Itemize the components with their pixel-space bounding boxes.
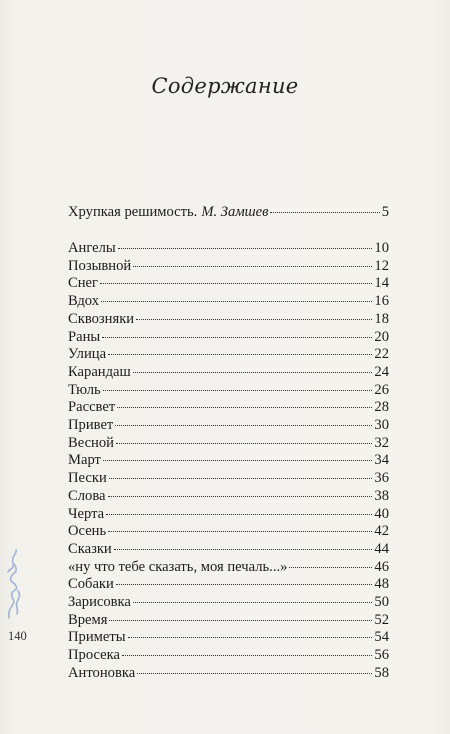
toc-entry-page: 26 <box>374 381 389 398</box>
toc-entry-title: Собаки <box>68 576 114 593</box>
toc-entry-preface <box>68 204 389 221</box>
toc-entry-title: Черта <box>68 505 105 522</box>
toc-entry <box>68 506 389 523</box>
dot-leader <box>122 655 372 656</box>
toc-entry <box>68 293 389 310</box>
toc-entry-page: 30 <box>374 417 389 433</box>
toc-entry-title: «ну что тебе сказать, моя печаль...» <box>68 558 288 575</box>
dot-leader <box>117 407 372 408</box>
toc-entry-title: Тюль <box>68 381 101 398</box>
toc-heading: Содержание <box>151 74 299 98</box>
dot-leader <box>270 212 379 213</box>
dot-leader <box>108 531 372 532</box>
toc-entry <box>68 612 389 629</box>
toc-entry <box>68 346 389 363</box>
toc-entry-title: Зарисовка <box>68 594 131 610</box>
dot-leader <box>116 584 373 585</box>
toc-entry-page: 20 <box>374 328 389 345</box>
dot-leader <box>128 637 373 638</box>
dot-leader <box>136 319 372 320</box>
toc-entry <box>68 329 389 346</box>
toc-entry-page: 40 <box>374 505 389 522</box>
toc-entry-title: Улица <box>68 346 107 363</box>
toc-entry <box>68 399 389 416</box>
dot-leader <box>114 549 373 550</box>
toc-entry-page: 52 <box>374 611 389 628</box>
toc-entry-page: 5 <box>381 204 389 220</box>
toc-entry <box>68 240 389 257</box>
toc-entry-page: 42 <box>374 523 389 540</box>
toc-entry-title: Вдох <box>68 293 100 310</box>
toc-entry-title: Ангелы <box>68 240 116 256</box>
dot-leader <box>108 496 373 497</box>
toc-entry <box>68 417 389 434</box>
toc-entry-title: Хрупкая решимость. <box>68 204 198 220</box>
toc-entry-title: Раны <box>68 328 101 345</box>
toc-entry-title: Карандаш <box>68 363 131 380</box>
dot-leader <box>109 478 373 479</box>
dot-leader <box>106 514 372 515</box>
toc-entry <box>68 629 389 646</box>
dot-leader <box>108 354 372 355</box>
dot-leader <box>137 673 372 674</box>
toc-entry-page: 12 <box>374 257 389 274</box>
toc-entry-page: 16 <box>374 293 389 310</box>
toc-entry <box>68 541 389 558</box>
toc-entry-title: Слова <box>68 487 106 504</box>
toc-entry-page: 14 <box>374 275 389 292</box>
toc-entry-page: 58 <box>374 664 389 681</box>
toc-entry-title: Весной <box>68 434 114 451</box>
toc-entry-page: 54 <box>374 629 389 646</box>
toc-entry <box>68 382 389 399</box>
toc-entry-title: Антоновка <box>68 664 136 681</box>
toc-entry-title: Просека <box>68 647 120 664</box>
toc-entry-title: Март <box>68 452 101 469</box>
toc-entry-page: 38 <box>374 487 389 504</box>
dot-leader <box>133 602 372 603</box>
dot-leader <box>101 301 372 302</box>
dot-leader <box>100 283 372 284</box>
toc-entry-page: 44 <box>374 540 389 557</box>
toc-entry-page: 28 <box>374 399 389 416</box>
toc-entry-page: 10 <box>374 240 389 256</box>
toc-entry-page: 56 <box>374 647 389 664</box>
dot-leader <box>133 266 372 267</box>
toc-entry-title: Позывной <box>68 257 132 274</box>
toc-entry <box>68 470 389 487</box>
toc-entry-title: Пески <box>68 470 107 487</box>
page-number: 140 <box>8 629 27 643</box>
toc-entry-page: 22 <box>374 346 389 363</box>
dot-leader <box>289 567 372 568</box>
toc-entry-page: 34 <box>374 452 389 469</box>
toc-entry-page: 46 <box>374 558 389 575</box>
toc-entry <box>68 665 389 682</box>
toc-entry-title: Время <box>68 611 108 628</box>
toc-entry <box>68 258 389 275</box>
toc-entry-author: М. Замшев <box>201 204 269 220</box>
toc-entry <box>68 452 389 469</box>
toc-entry <box>68 364 389 381</box>
dot-leader <box>103 390 373 391</box>
toc-entry-page: 24 <box>374 363 389 380</box>
toc-entry <box>68 594 389 611</box>
dot-leader <box>115 425 372 426</box>
dot-leader <box>133 372 373 373</box>
toc-entry-page: 50 <box>374 594 389 610</box>
toc-entry <box>68 488 389 505</box>
dot-leader <box>116 443 372 444</box>
toc-entry-title: Сквозняки <box>68 310 135 327</box>
toc-entry <box>68 647 389 664</box>
toc-entry <box>68 523 389 540</box>
toc-entry-page: 48 <box>374 576 389 593</box>
toc-entry-page: 32 <box>374 434 389 451</box>
toc-entry <box>68 559 389 576</box>
toc-entry-page: 36 <box>374 470 389 487</box>
toc-entry <box>68 576 389 593</box>
toc-entry <box>68 435 389 452</box>
toc-entry <box>68 311 389 328</box>
toc-entry-title: Осень <box>68 523 107 540</box>
dot-leader <box>103 460 372 461</box>
dot-leader <box>118 248 373 249</box>
toc-entry-page: 18 <box>374 310 389 327</box>
toc-entry-title: Привет <box>68 417 114 433</box>
toc-entry-title: Рассвет <box>68 399 116 416</box>
dot-leader <box>109 620 372 621</box>
toc-entry-title: Сказки <box>68 540 112 557</box>
toc-entry-title: Приметы <box>68 629 126 646</box>
toc-entry <box>68 275 389 292</box>
library-stamp-icon <box>4 548 24 620</box>
dot-leader <box>102 337 372 338</box>
toc-entry-title: Снег <box>68 275 99 292</box>
